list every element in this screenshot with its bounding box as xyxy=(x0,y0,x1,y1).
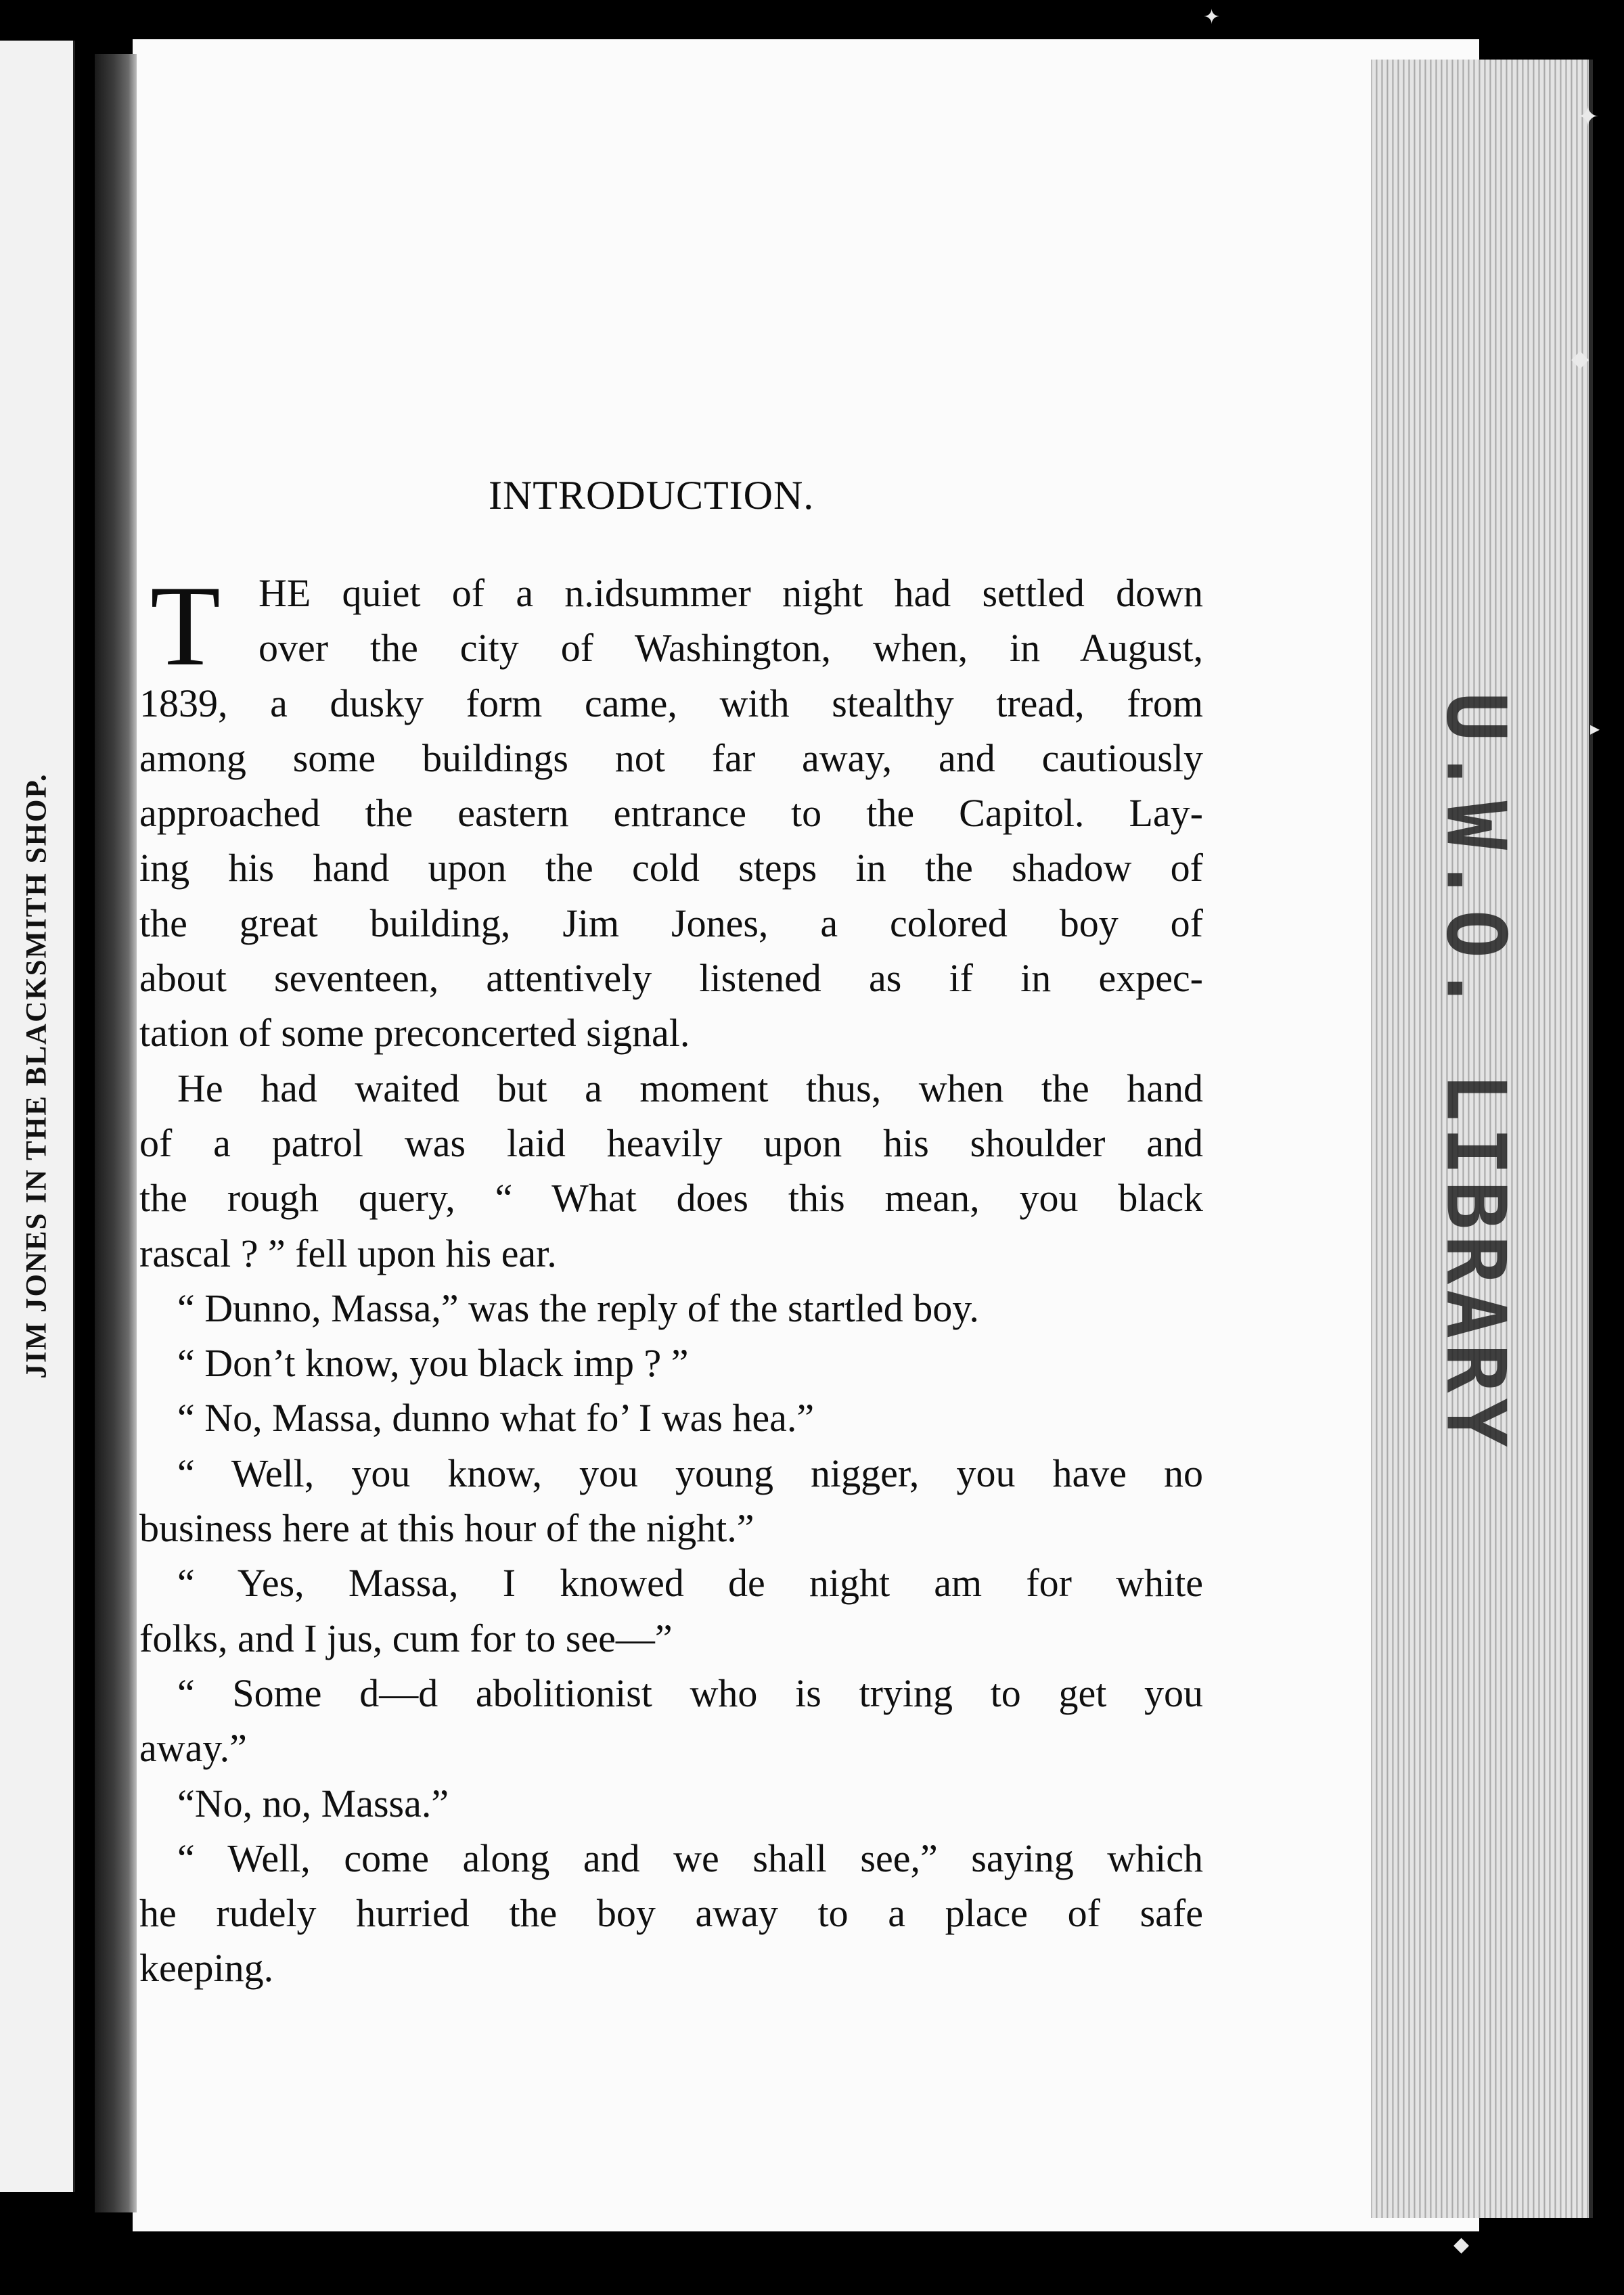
text-line: tation of some preconcerted signal. xyxy=(139,1011,690,1055)
text-line: “ Well, you know, you young nigger, you have no xyxy=(177,1451,1203,1495)
text-line: 1839, a dusky form came, with stealthy tread, from xyxy=(139,681,1203,725)
text-line: folks, and I jus, cum for to see—” xyxy=(139,1616,673,1660)
text-line: he rudely hurried the boy away to a place of safe xyxy=(139,1891,1203,1936)
text-line: rascal ? ” fell upon his ear. xyxy=(139,1231,557,1275)
text-line: “ Yes, Massa, I knowed de night am for white xyxy=(177,1561,1203,1606)
library-stamp: U.W.O. LIBRARY xyxy=(1428,692,1522,1453)
text-line: the rough query, “ What does this mean, you black xyxy=(139,1176,1203,1221)
scan-speck: ◆ xyxy=(1453,2233,1470,2256)
body-text xyxy=(139,562,1203,1996)
chapter-heading: INTRODUCTION. xyxy=(489,473,815,518)
text-line: “ Don’t know, you black imp ? ” xyxy=(177,1341,689,1386)
text-line: HE quiet of a n.idsummer night had settled down xyxy=(258,571,1203,615)
text-line: business here at this hour of the night.” xyxy=(139,1506,754,1551)
text-line: about seventeen, attentively listened as if in expec- xyxy=(139,956,1203,1001)
scan-speck: ✦ xyxy=(1203,5,1221,29)
text-line: He had waited but a moment thus, when the hand xyxy=(177,1066,1203,1110)
text-line: ing his hand upon the cold steps in the shadow of xyxy=(139,846,1203,890)
text-line: “No, no, Massa.” xyxy=(177,1781,449,1825)
scan-speck: ▸ xyxy=(1590,717,1600,740)
text-line: keeping. xyxy=(139,1946,274,1991)
text-line: approached the eastern entrance to the Capitol. Lay- xyxy=(139,791,1203,836)
scan-speck: ✦ xyxy=(1577,101,1600,133)
text-line: the great building, Jim Jones, a colored boy of xyxy=(139,901,1203,945)
text-line: among some buildings not far away, and cautiously xyxy=(139,735,1203,780)
page-gutter xyxy=(95,54,137,2212)
text-line: “ Dunno, Massa,” was the reply of the startled boy. xyxy=(177,1286,979,1330)
drop-cap: T xyxy=(150,562,221,689)
text-line: away.” xyxy=(139,1726,247,1771)
text-line: of a patrol was laid heavily upon his shoulder and xyxy=(139,1120,1203,1165)
running-title: JIM JONES IN THE BLACKSMITH SHOP. xyxy=(20,773,53,1379)
text-line: “ No, Massa, dunno what fo’ I was hea.” xyxy=(177,1396,815,1440)
text-line: over the city of Washington, when, in August, xyxy=(258,626,1203,671)
facing-page-edge xyxy=(0,41,75,2192)
text-line: “ Some d—d abolitionist who is trying to get you xyxy=(177,1671,1203,1715)
text-line: “ Well, come along and we shall see,” saying which xyxy=(177,1836,1203,1880)
scan-speck: ◆ xyxy=(1571,345,1589,372)
